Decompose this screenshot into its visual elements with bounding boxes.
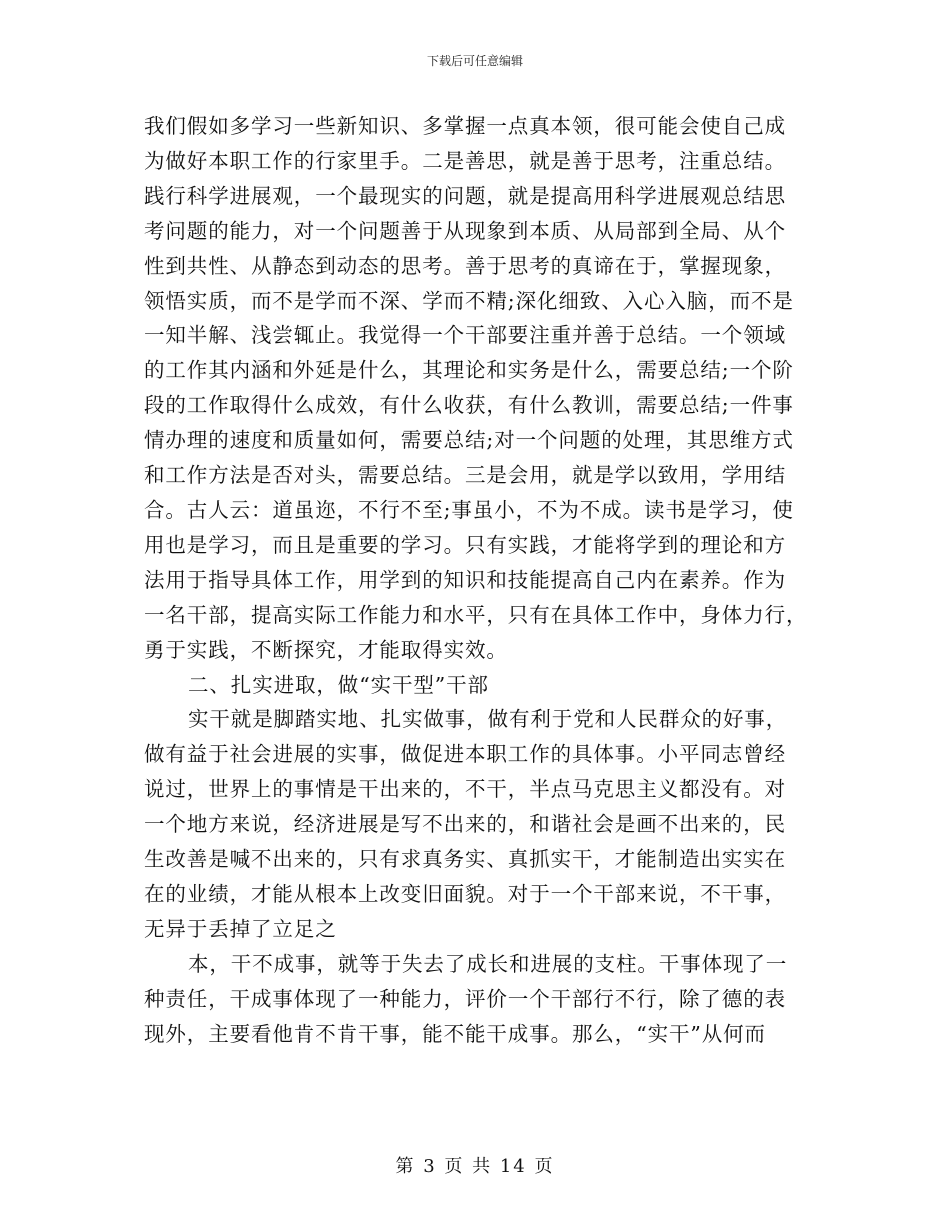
text-line: 生改善是喊不出来的，只有求真务实、真抓实干，才能制造出实实在 xyxy=(144,847,786,872)
text-line: 情办理的速度和质量如何，需要总结;对一个问题的处理，其思维方式 xyxy=(144,428,794,453)
text-line: 一个地方来说，经济进展是写不出来的，和谐社会是画不出来的，民 xyxy=(144,812,786,837)
section-heading xyxy=(144,668,810,703)
text-line: 一名干部，提高实际工作能力和水平，只有在具体工作中，身体力行， xyxy=(144,602,808,627)
text-line: 二、扎实进取，做“实干型”干部 xyxy=(188,672,489,697)
text-line: 本，干不成事，就等于失去了成长和进展的支柱。干事体现了一 xyxy=(188,951,788,976)
text-line: 性到共性、从静态到动态的思考。善于思考的真谛在于，掌握现象， xyxy=(144,253,786,278)
text-line: 勇于实践，不断探究，才能取得实效。 xyxy=(144,637,508,662)
text-line: 说过，世界上的事情是干出来的，不干，半点马克思主义都没有。对 xyxy=(144,777,786,802)
text-line: 为做好本职工作的行家里手。二是善思，就是善于思考，注重总结。 xyxy=(144,148,786,173)
text-line: 的工作其内涵和外延是什么，其理论和实务是什么，需要总结;一个阶 xyxy=(144,358,794,383)
paragraph xyxy=(144,947,810,1052)
paragraph xyxy=(144,702,810,946)
text-line: 我们假如多学习一些新知识、多掌握一点真本领，很可能会使自己成 xyxy=(144,114,786,138)
text-line: 践行科学进展观，一个最现实的问题，就是提高用科学进展观总结思 xyxy=(144,183,786,208)
page-header: 下载后可任意编辑 xyxy=(426,54,523,68)
text-line: 合。古人云：道虽迩，不行不至;事虽小，不为不成。读书是学习，使 xyxy=(144,497,794,522)
text-line: 实干就是脚踏实地、扎实做事，做有利于党和人民群众的好事， xyxy=(188,707,788,732)
text-line: 段的工作取得什么成效，有什么收获，有什么教训，需要总结;一件事 xyxy=(144,393,794,418)
text-line: 考问题的能力，对一个问题善于从现象到本质、从局部到全局、从个 xyxy=(144,218,786,243)
text-line: 无异于丢掉了立足之 xyxy=(144,916,337,941)
text-line: 做有益于社会进展的实事，做促进本职工作的具体事。小平同志曾经 xyxy=(144,742,786,767)
text-line: 和工作方法是否对头，需要总结。三是会用，就是学以致用，学用结 xyxy=(144,463,786,488)
text-line: 现外，主要看他肯不肯干事，能不能干成事。那么，“实干”从何而 xyxy=(144,1021,766,1046)
text-line: 领悟实质，而不是学而不深、学而不精;深化细致、入心入脑，而不是 xyxy=(144,288,794,313)
text-line: 一知半解、浅尝辄止。我觉得一个干部要注重并善于总结。一个领域 xyxy=(144,323,786,348)
paragraph xyxy=(144,109,810,668)
text-line: 用也是学习，而且是重要的学习。只有实践，才能将学到的理论和方 xyxy=(144,532,786,557)
text-line: 在的业绩，才能从根本上改变旧面貌。对于一个干部来说，不干事， xyxy=(144,881,786,906)
text-line: 种责任，干成事体现了一种能力，评价一个干部行不行，除了德的表 xyxy=(144,986,786,1011)
body-text xyxy=(144,109,810,1051)
text-line: 法用于指导具体工作，用学到的知识和技能提高自己内在素养。作为 xyxy=(144,567,786,592)
page-footer: 第 3 页 共 14 页 xyxy=(395,1156,555,1177)
